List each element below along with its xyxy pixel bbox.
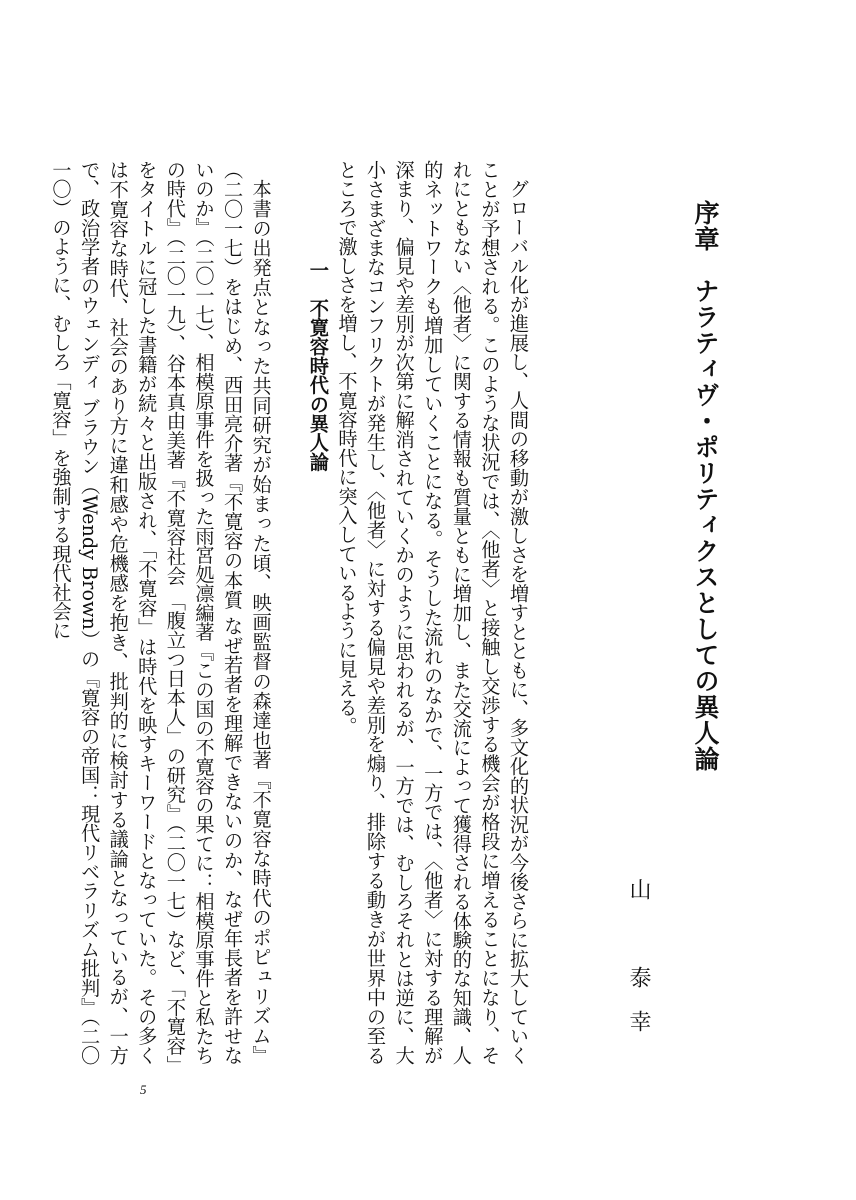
body-text: [49, 160, 532, 1065]
paragraph-1: グローバル化が進展し、人間の移動が激しさを増すとともに、多文化的状況が今後さらに拡大していくことが予想される。このような状況では、〈他者〉と接触し交渉する機会が格段に増えることになり、それにともない〈他者〉に関する情報も質量ともに増加し、また交流によって獲得される体験的な知識、人的ネットワークも増加していくことになる。そうした流れのなかで、一方では、〈他者〉に対する理解が深まり、偏見や差別が次第に解消されていくかのように思われるが、一方では、むしろそれとは逆に、大小さまざまなコンフリクトが発生し、〈他者〉に対する偏見や差別を煽り、排除する動きが世界中の至るところで激しさを増し、不寛容時代に突入しているように見える。: [335, 160, 530, 1065]
author-name: 山 泰幸: [626, 878, 651, 1054]
section-heading: 一 不寛容時代の異人論: [306, 260, 330, 472]
paragraph-2: 本書の出発点となった共同研究が始まった頃、映画監督の森達也著『不寛容な時代のポピュリズム』（二〇一七）をはじめ、西田亮介著『不寛容の本質 なぜ若者を理解できないのか、なぜ年長者を許せないのか』（二〇一七）、相模原事件を扱った雨宮処凛編著『この国の不寛容の果てに：相模原事件と私たちの時代』（二〇一九）、谷本真由美著『不寛容社会 「腹立つ日本人」の研究』（二〇一七）など、「不寛容」をタイトルに冠した書籍が続々と出版され、「不寛容」は時代を映すキーワードとなっていた。その多くは不寛容な時代、社会のあり方に違和感や危機感を抱き、批判的に検討する議論となっているが、一方で、政治学者のウェンディ ブラウン（Wendy Brown）の『寛容の帝国：現代リベラリズム批判』（二〇一〇）のように、むしろ「寛容」を強制する現代社会に: [49, 160, 273, 1065]
page-number: 5: [140, 1082, 147, 1097]
chapter-title: 序章 ナラティヴ・ポリティクスとしての異人論: [691, 200, 720, 772]
